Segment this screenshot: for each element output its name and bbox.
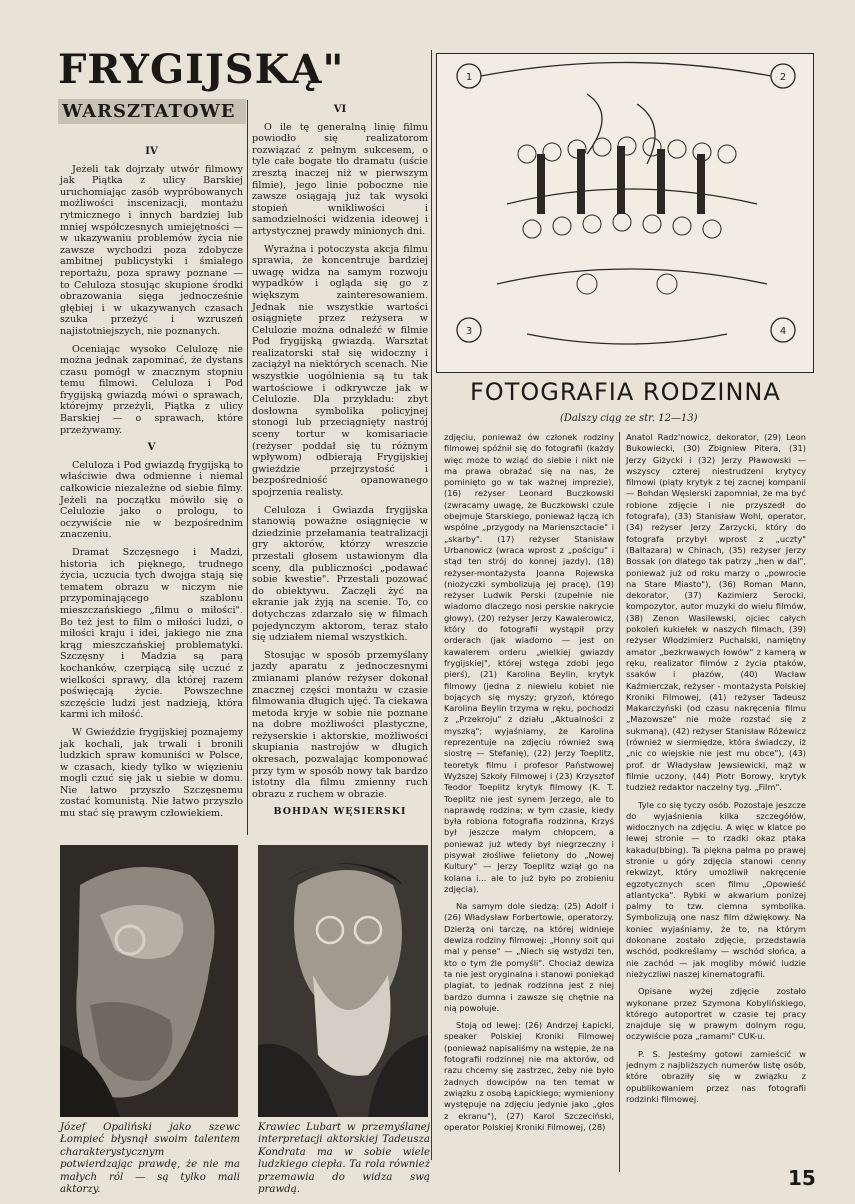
paragraph: zdjęciu, ponieważ ów członek rodziny filmowej spóźnił się do fotografii (każdy więc może to wziąć do siebie i nikt nie ma prawa obrażać się na nas, że pominięto go w tak ważnej imprezie), (16) reżyser Leonard Buczkowski (zwracamy uwagę, że Buczkowski czule obejmuje Starskiego, ponieważ łączą ich wspólne „przygody na Marienszctacie" i „skarby". (17) reżyser Stanisław Urbanowicz (wraca wprost z „pościgu" i stąd ten strój do konnej jazdy), (18) reżyser-montażysta Joanna Rojewska (niożyczki symbolizują jej pracę), (19) reżyser Ludwik Perski (zupełnie nie wiadomo dlaczego nosi perskie nakrycie głowy), (20) reżyser Jerzy Kawalerowicz, który do fotografii wystąpił przy orderach (jak wiadomo — jest on kawalerem orderu „wielkiej gwiazdy frygijskiej", której wstęga zdobi jego pierś), (21) Karolina Beylin, krytyk filmowy (jedna z niewielu kobiet nie bojących się myszy; gryzoń, którego Karolina Beylin trzyma w ręku, pochodzi z „Przekroju" z działu „Aktualności z myszką"; wyjaśniamy, że Karolina reprezentuje na zdjęciu również swą siostrę — Stefanię), (22) Jerzy Toeplitz, teoretyk filmu i profesor Państwowej Wyższej Szkoły Filmowej i (23) Krzysztof Teodor Toeplitz krytyk filmowy (K. T. Toeplitz nie jest synem Jerzego, ale to naprawdę rodzina; w tym czasie, kiedy była robiona fotografia rodzinna, Krzyś był jeszcze małym chłopcem, a ponieważ już wtedy był niegrzeczny i pisywał złośliwe felietony do „Nowej Kultury" — Jerzy Toeplitz wziął go na kolana i... ale to już było po zrobieniu zdjęcia). — [444, 432, 614, 894]
article-middle-column — [252, 100, 428, 818]
corner-label: 4 — [779, 326, 787, 337]
paragraph: Jeżeli tak dojrzały utwór filmowy jak Piątka z ulicy Barskiej uruchomiając zasób wypróbowanych możliwości inscenizacji, montażu rytmicznego i innych bardziej lub mniej współczesnych umiejętności — w ukazywaniu problemów życia nie zawsze wychodzi poza zdobycze ambitnej publicystyki i śmiałego reportażu, poza sprawy poznane — to Celuloza stosując skupione środki obrazowania sięga jednocześnie głębiej i w ukazywanych czasach szuka przeżyć i wzruszeń najistotniejszych, nie poznanych. — [60, 163, 243, 337]
section-number: IV — [145, 146, 158, 157]
paragraph: Wyraźna i potoczysta akcja filmu sprawia, że koncentruje bardziej uwagę widza na samym rozwoju wypadków i ogląda się go z większym zainteresowaniem. Jednak nie wszystkie wartości osiągnięte przez reżysera w Celulozie można odnaleźć w filmie Pod frygijską gwiazdą. Warsztat realizatorski stał się widoczny i zaciążył na niektórych scenach. Nie wszystkie uogólnienia są tu tak wartościowe i odkrywcze jak w Celulozie. Dla przykładu: zbyt dosłowna symbolika policyjnej stonogi lub przeciągnięty nastrój sceny tortur w komisariacie (reżyser poddał się tu różnym wpływom) odbierają Frygijskiej gwieździe przejrzystość i bezpośredniość opanowanego spojrzenia realisty. — [252, 243, 428, 498]
portrait-illustration — [60, 845, 238, 1117]
paragraph: Celuloza i Pod gwiazdą frygijską to właściwie dwa odmienne i niemal całkowicie niezależne od siebie filmy. Jeżeli na początku mówiło się o Celulozie jako o prologu, to oczywiście nie w bezpośrednim znaczeniu. — [60, 459, 243, 541]
section-number: V — [147, 442, 156, 454]
photo-opalinski — [60, 845, 238, 1117]
group-caricature-illustration — [437, 54, 813, 372]
headline-subtitle: WARSZTATOWE — [58, 99, 246, 124]
column-divider — [619, 432, 620, 1172]
article-right-column-2 — [626, 432, 806, 1111]
page-number: 15 — [788, 1166, 816, 1190]
section-number: VI — [333, 104, 347, 115]
paragraph: Celuloza i Gwiazda frygijska stanowią poważne osiągnięcie w dziedzinie przełamania teatralizacji gry aktorów, którzy wreszcie przestali głosem ustawionym dla sceny, dla publiczności „podawać sobie kwestie". Przestali pozować do obiektywu. Zaczęli żyć na ekranie jak żyją na scenie. To, co dotychczas zdarzało się w filmach pojedynczym aktorom, teraz stało się udziałem niemal wszystkich. — [252, 504, 428, 644]
paragraph: Tyle co się tyczy osób. Pozostaje jeszcze do wyjaśnienia kilka szczegółów, widocznych na zdjęciu. A więc w klatce po lewej stronie — to rzadki okaz ptaka kakadu(bbing). Ta piękna palma po prawej stronie u góry zdjęcia stanowi cenny rekwizyt, który umożliwił nakręcenie egzotycznych scen filmu „Opowieść atlantycka". Rybki w akwarium ponizej palmy to tzw. ciemna symbolika. Symbolizują one nasz film dźwiękowy. Na koniec wyjaśniamy, że to, na którym dokonane zostało zdjęcie, przedstawia wschód, podkreślamy — wschód słońca, a nie zachód — jak mogliby mówić ludzie nieżyczliwi naszej kinematografii. — [626, 799, 806, 979]
paragraph: Opisane wyżej zdjęcie zostało wykonane przez Szymona Kobylińskiego, którego autoportret w czasie tej pracy znajduje się w prawym dolnym rogu, oczywiście poza „ramami" CUK-u. — [626, 986, 806, 1042]
corner-label: 1 — [465, 72, 473, 83]
paragraph: Na samym dole siedzą: (25) Adolf i (26) Władysław Forbertowie, operatorzy. Dzierżą oni tarczę, na której widnieje dewiza rodziny filmowej: „Honny soit qui mal y pense" — „Niech się wstydzi ten, kto o tym źle pomyśli". Chociaż dewiza ta nie jest oryginalna i stanowi poniekąd plagiat, to jednak rodzinna jest z niej bardzo dumna i zawsze się chętnie na nią powołuje. — [444, 901, 614, 1013]
headline: FRYGIJSKĄ" — [58, 46, 345, 93]
caption-left: Józef Opaliński jako szewc Łompieć błysnął swoim talentem charakterystycznym potwierdzając prawdę, że nie ma małych ról — są tylko mali aktorzy. — [60, 1122, 240, 1196]
article-title: FOTOGRAFIA RODZINNA — [470, 378, 781, 406]
article-left-column — [60, 142, 243, 826]
paragraph: W Gwieździe frygijskiej poznajemy jak kochali, jak trwali i bronili ludzkich spraw komuniści w Polsce, w czasach, kiedy tylko w więzieniu mogli czuć się jak u siebie w domu. Nie łatwo przyszło Szczęsnemu zostać komunistą. Nie łatwo przyszło mu stać się prawym człowiekiem. — [60, 726, 243, 820]
paragraph: Dramat Szczęsnego i Madzi, historia ich pięknego, trudnego życia, uczucia tych dwojga stają się tematem obrazu w niczym nie przypominającego szablonu mieszczańskiego „filmu o miłości". Bo też jest to film o miłości ludzi, o miłości kraju i idei, jakiego nie zna krąg mieszczańskiej problematyki. Szczęsny i Madzia są parą kochanków, czerpiącą siłę uczuć z wielkości sprawy, dla której razem poświęcają życie. Powszechne szczęście ludzi jest nadzieją, która karmi ich miłość. — [60, 547, 243, 721]
corner-label: 3 — [465, 326, 473, 337]
photo-kondrat — [258, 845, 428, 1117]
paragraph: Stosując w sposób przemyślany jazdy aparatu z jednoczesnymi zmianami planów reżyser dokonał znacznej części montażu w czasie filmowania długich ujęć. Ta ciekawa metoda kryje w sobie nie poznane na dobre możliwości plastyczne, reżyserskie i aktorskie, możliwości skupiania nastrojów w długich okresach, pozwalając komponować przy tym w sposób nowy tak bardzo istotny dla filmu zmienny ruch obrazu z ruchem w obrazie. — [252, 649, 428, 800]
caption-middle: Krawiec Lubart w przemyślanej interpretacji aktorskiej Tadeusza Kondrata ma w sobie wiele ludzkiego ciepła. Ta rola również przemawia do widza swą prawdą. — [258, 1122, 430, 1196]
column-divider — [431, 50, 432, 1160]
paragraph: Oceniając wysoko Celulozę nie można jednak zapominać, że dystans czasu pomógł w znacznym stopniu temu filmowi. Celuloza i Pod frygijską gwiazdą mówi o sprawach, którejmy przeżyli, Piątka z ulicy Barskiej — o sprawach, które przeżywamy. — [60, 343, 243, 436]
paragraph: Stoją od lewej: (26) Andrzej Łapicki, speaker Polskiej Kroniki Filmowej (ponieważ napisaliśmy na wstępie, że na fotografii rodzinnej nie ma aktorów, od razu chcemy się zastrzec, żeby nie było żadnych dowcipów na ten temat w związku z osobą Łapickiego; wymieniony występuje na zdjęciu jedynie jako „głos z ekranu"), (27) Karol Szczeciński, operator Polskiej Kroniki Filmowej, (28) — [444, 1020, 614, 1132]
paragraph: P. S. Jesteśmy gotowi zamieścić w jednym z najbliższych numerów listę osób, które obraziły się w związku z opublikowaniem przez nas fotografii rodzinki filmowej. — [626, 1048, 806, 1104]
continuation-note: (Dalszy ciąg ze str. 12—13) — [560, 413, 698, 424]
paragraph: O ile tę generalną linię filmu powiodło się realizatorom rozwiązać z pełnym sukcesem, o tyle całe bogate tło dramatu (uście zresztą inaczej niż w pierwszym filmie), jego linie poboczne nie zawsze osiągają już tak wysoki stopień wnikliwości i samodzielności widzenia ideowej i artystycznej prawdy minionych dni. — [252, 121, 428, 237]
column-divider — [247, 100, 248, 835]
portrait-illustration — [258, 845, 428, 1117]
corner-label: 2 — [779, 72, 787, 83]
article-right-column-1 — [444, 432, 614, 1139]
author-byline: BOHDAN WĘSIERSKI — [273, 806, 407, 818]
cartoon-drawing — [436, 53, 814, 373]
paragraph: Anatol Radz'nowicz, dekorator, (29) Leon Bukowiecki, (30) Zbigniew Pitera, (31) Jerzy Giżycki i (32) Jerzy Pławowski — wszyscy czterej niestrudzeni krytycy filmowi (piąty krytyk z tej zacnej kompanii — Bohdan Węsierski zapomniał, że ma być robione zdjęcie i nie przyszedł do fotografa), (33) Stanisław Wohl, operator, (34) reżyser Jerzy Zarzycki, który do fotografa przybył wprost z „uczty" (Baltazara) w Chinach, (35) reżyser Jerzy Bossak (on dlatego tak patrzy „hen w dal", ponieważ już od roku marzy o „powrocie na Stare Miasto"), (36) Roman Mann, dekorator, (37) Kazimierz Serocki, kompozytor, autor muzyki do wielu filmów, (38) Zenon Wasilewski, ojciec całych pokoleń kukiełek w naszych filmach, (39) reżyser Włodzimierz Puchalski, namiętny amator „bezkrwawych łowów" z kamerą w ręku, realizator filmów z życia ptaków, ssaków i płazów, (40) Wacław Kaźmierczak, reżyser - montażysta Polskiej Kroniki Filmowej, (41) reżyser Tadeusz Makarczyński (od czasu nakręcenia filmu „Mazowsze" nie może rozstać się z sukmaną), (42) reżyser Stanisław Różewicz (również w siermiędze, która świadczy, iż „nic co wiejskie nie jest mu obce"), (43) prof. dr Władysław Jewsiewicki, mąż w filmie uczony, (44) Piotr Borowy, krytyk tudzież redaktor naczelny tyg. „Film". — [626, 432, 806, 793]
